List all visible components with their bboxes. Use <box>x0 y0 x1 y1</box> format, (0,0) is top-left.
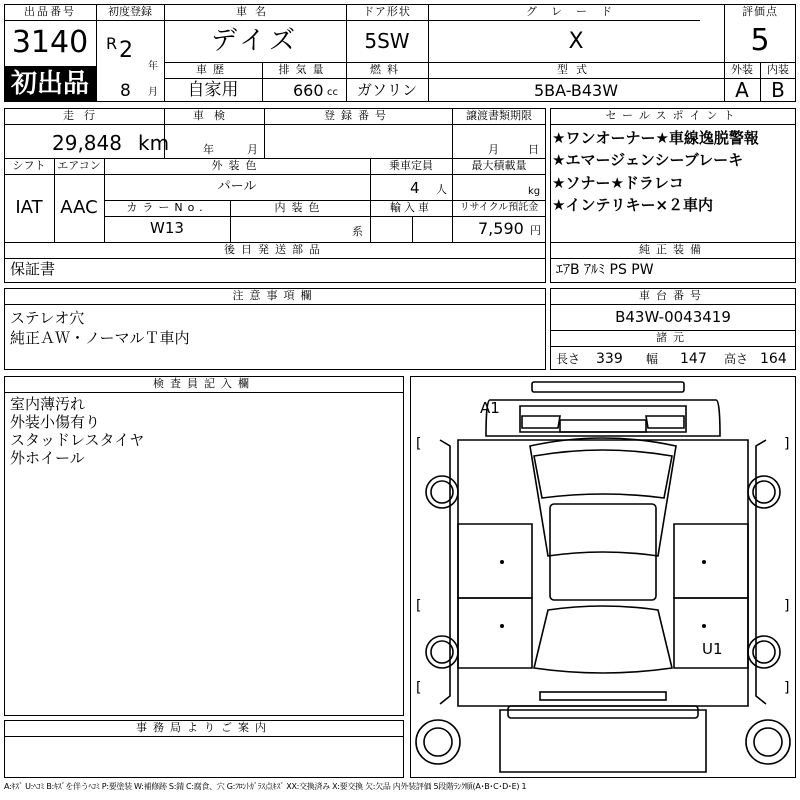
chassis-number: B43W-0043419 <box>615 308 731 326</box>
door-handle-rl <box>500 624 504 628</box>
genuine-equipment-label: 純正装備 <box>639 243 707 256</box>
rear-window <box>534 606 672 673</box>
mileage-unit: km <box>138 131 170 155</box>
score-label: 評価点 <box>742 5 778 18</box>
inspector-line: スタッドレスタイヤ <box>10 431 145 449</box>
era-mark: R <box>106 34 118 53</box>
bracket-marker: [ <box>416 680 422 696</box>
first-reg-label: 初度登録 <box>108 5 152 18</box>
note-line: ステレオ穴 <box>10 309 85 327</box>
reg-number-label: 登録番号 <box>324 109 392 122</box>
damage-legend: A:ｷｽﾞ U:ﾍｺﾐ B:ｷｽﾞを伴うﾍｺﾐ P:要塗装 W:補修跡 S:錆 C:腐食、穴 G:ﾌﾛﾝﾄｶﾞﾗｽ点ｷｽﾞ XX:交換済み X:要交換 欠:欠品 内外装評価 5段階ﾗﾝｸ順(A･B･C･D･E) 1 <box>4 782 527 791</box>
transfer-day-unit: 日 <box>528 143 539 156</box>
ext-color-label: 外装色 <box>211 159 263 172</box>
body-right <box>756 440 766 704</box>
car-diagram <box>410 376 796 778</box>
reg-month: 8 <box>120 81 131 101</box>
import-label: 輸入車 <box>390 201 432 214</box>
inspection-year-unit: 年 <box>203 143 214 156</box>
grade: X <box>568 29 584 54</box>
model-label: 型式 <box>557 63 595 76</box>
displacement-unit: cc <box>327 87 338 98</box>
recycle-unit: 円 <box>530 224 541 237</box>
history: 自家用 <box>187 80 239 100</box>
sales-point-line: ★ソナー★ドラレコ <box>552 174 684 192</box>
rear-bumper <box>540 692 666 700</box>
door-handle-fr <box>702 560 706 564</box>
fuel: ガソリン <box>356 81 417 99</box>
length-label: 長さ <box>556 352 581 366</box>
trunk-panel <box>500 710 706 772</box>
shift: IAT <box>15 197 43 218</box>
history-label: 車歴 <box>196 63 230 76</box>
inspector-line: 外装小傷有り <box>10 413 101 431</box>
sales-point-line: ★インテリキー×２車内 <box>552 196 714 214</box>
capacity: 4 <box>410 179 420 197</box>
length: 339 <box>596 351 623 367</box>
car-name: デイズ <box>211 26 299 56</box>
width-label: 幅 <box>646 352 659 366</box>
chassis-label: 車台番号 <box>639 289 707 302</box>
model-code: 5BA-B43W <box>533 81 619 100</box>
inspector-label: 検査員記入欄 <box>153 377 255 390</box>
max-load-unit: kg <box>528 186 541 197</box>
sales-points-label: セールスポイント <box>605 109 741 122</box>
inspection-month-unit: 月 <box>247 143 258 156</box>
later-parts: 保証書 <box>10 260 56 278</box>
inspection-label: 車検 <box>193 109 235 122</box>
transfer-deadline-label: 譲渡書類期限 <box>466 109 532 122</box>
dimensions-label: 諸元 <box>656 331 690 344</box>
bracket-marker: ] <box>784 680 790 696</box>
spare-wheel-right <box>746 720 790 764</box>
lot-number-label: 出品番号 <box>24 5 76 18</box>
interior-label: 内装 <box>767 63 789 76</box>
rear-bumper-lower <box>508 706 698 718</box>
color-number-label: カラーNo. <box>126 201 208 214</box>
genuine-equipment: ｴｱB ｱﾙﾐ PS PW <box>556 262 654 278</box>
height-label: 高さ <box>724 352 749 366</box>
door-rear-left <box>458 598 532 668</box>
door-front-left <box>458 524 532 598</box>
exterior-grade: A <box>735 78 749 102</box>
score: 5 <box>750 23 770 58</box>
displacement-label: 排気量 <box>278 63 330 76</box>
note-line: 純正ＡＷ・ノーマルＴ車内 <box>10 329 190 347</box>
recycle-label: リサイクル預託金 <box>459 202 539 213</box>
fuel-label: 燃料 <box>370 63 404 76</box>
body-outline <box>458 440 748 706</box>
interior-grade: B <box>771 78 785 102</box>
door-type: 5SW <box>364 29 410 53</box>
shift-label: シフト <box>12 159 46 172</box>
inspector-line: 外ホイール <box>10 449 85 467</box>
sales-point-line: ★ワンオーナー★車線逸脱警報 <box>552 129 759 147</box>
capacity-unit: 人 <box>436 183 447 196</box>
bracket-marker: ] <box>784 598 790 614</box>
height: 164 <box>760 351 787 367</box>
exterior-label: 外装 <box>731 63 753 76</box>
damage-mark-front: A1 <box>480 399 500 417</box>
later-parts-label: 後日発送部品 <box>224 243 326 256</box>
spare-wheel <box>416 720 460 764</box>
grade-label: グレード <box>526 5 626 18</box>
headlight-right <box>646 416 684 428</box>
bracket-marker: ] <box>784 436 790 452</box>
mileage-label: 走行 <box>63 109 105 122</box>
inspector-line: 室内薄汚れ <box>10 395 86 413</box>
int-color-unit: 系 <box>352 225 363 238</box>
ac-label: エアコン <box>57 159 101 172</box>
max-load-label: 最大積載量 <box>471 159 527 172</box>
mileage: 29,848 <box>52 131 122 155</box>
door-handle-rr <box>702 624 706 628</box>
body-left <box>440 440 450 704</box>
spare-wheel-inner <box>424 728 452 756</box>
windshield <box>534 450 672 498</box>
notes-label: 注意事項欄 <box>232 289 318 302</box>
door-handle-fl <box>500 560 504 564</box>
ext-color: パール <box>217 179 257 194</box>
transfer-month-unit: 月 <box>488 143 499 156</box>
front-bumper <box>532 382 684 392</box>
car-name-label: 車名 <box>236 5 274 18</box>
first-listing-badge: 初出品 <box>4 66 96 102</box>
reg-year-unit: 年 <box>148 61 158 72</box>
spare-wheel-right-inner <box>754 728 782 756</box>
door-label: ドア形状 <box>363 5 411 18</box>
windshield-top <box>560 420 646 432</box>
capacity-label: 乗車定員 <box>389 159 433 172</box>
headlight-left <box>522 416 560 428</box>
door-front-right <box>674 524 748 598</box>
bracket-marker: [ <box>416 598 422 614</box>
int-color-label: 内装色 <box>274 201 326 214</box>
displacement: 660 <box>293 81 324 100</box>
sales-point-line: ★エマージェンシーブレーキ <box>552 151 744 169</box>
reg-year: 2 <box>119 38 133 63</box>
air-conditioner: AAC <box>60 197 98 218</box>
bracket-marker: [ <box>416 436 422 452</box>
color-number: W13 <box>150 219 184 237</box>
office-label: 事務局よりご案内 <box>136 721 272 734</box>
reg-month-unit: 月 <box>148 87 158 98</box>
recycle-fee: 7,590 <box>478 219 524 238</box>
width: 147 <box>680 351 707 367</box>
lot-number: 3140 <box>11 25 89 60</box>
damage-mark-side: U1 <box>702 640 723 658</box>
